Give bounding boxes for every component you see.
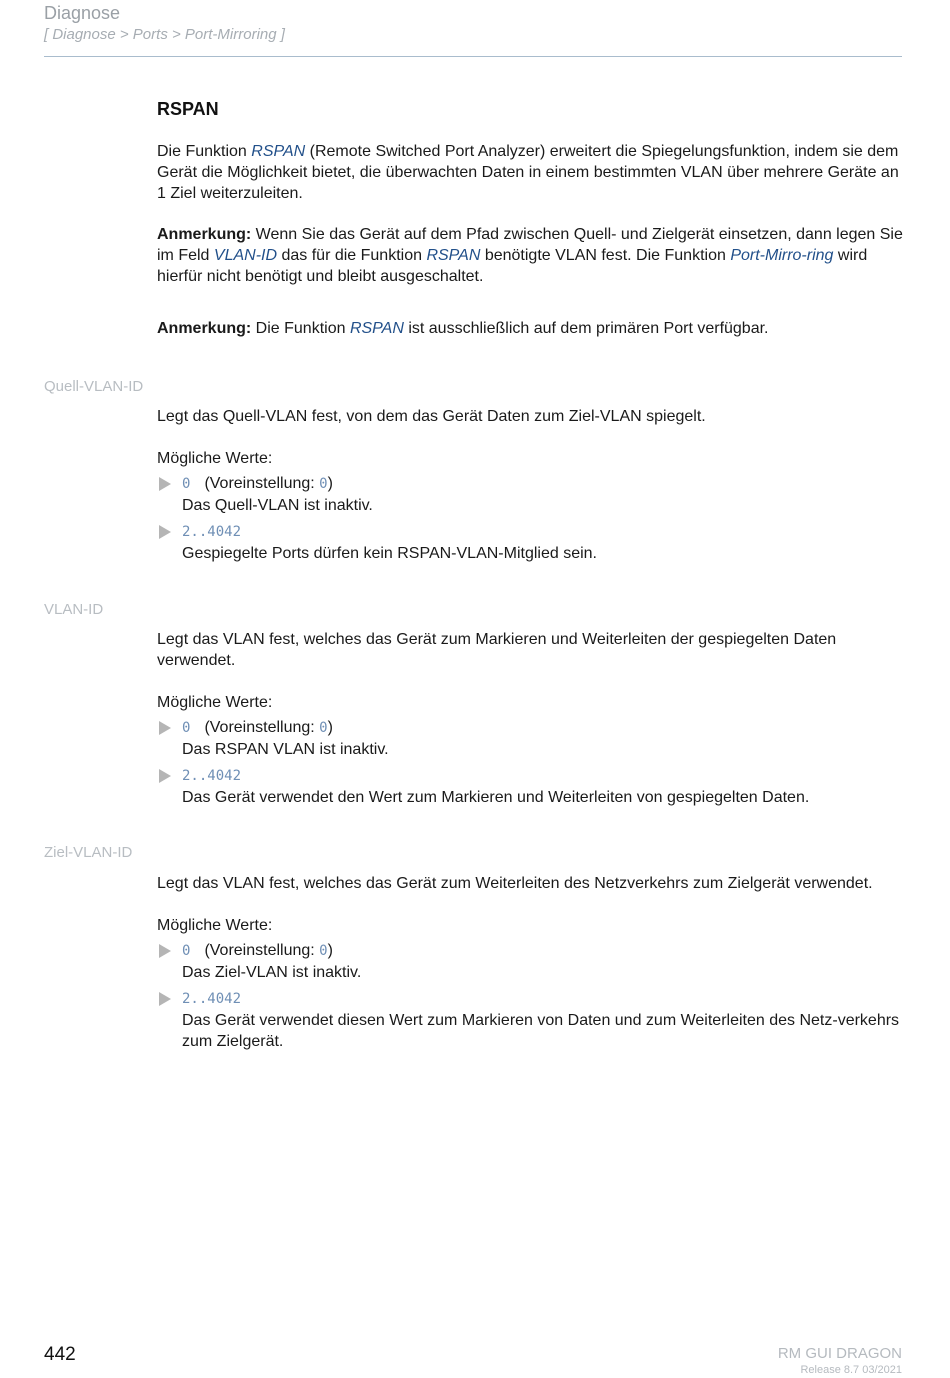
possible-values-label: Mögliche Werte: — [157, 450, 273, 467]
note-text: benötigte VLAN fest. Die Funktion — [480, 247, 731, 264]
intro-paragraph — [157, 141, 903, 204]
value-description: Das Ziel-VLAN ist inaktiv. — [182, 964, 362, 981]
document-title: RM GUI DRAGON — [777, 1345, 902, 1362]
value-code: 0 — [182, 943, 191, 959]
default-text: (Voreinstellung: — [204, 475, 320, 492]
value-description: Das RSPAN VLAN ist inaktiv. — [182, 741, 389, 758]
list-item — [157, 473, 903, 516]
note-label: Anmerkung: — [157, 320, 252, 337]
chapter-title: Diagnose — [44, 3, 121, 23]
rspan-section — [157, 98, 903, 339]
possible-values-label: Mögliche Werte: — [157, 694, 273, 711]
note-paragraph — [157, 318, 903, 339]
ui-reference: Port-Mirro-ring — [730, 247, 834, 264]
note-text: wird hierfür nicht benötigt und bleibt ausgeschaltet. — [157, 247, 868, 285]
list-item — [157, 765, 903, 808]
ui-reference: RSPAN — [349, 320, 404, 337]
param-label-vlan-id: VLAN-ID — [44, 601, 104, 618]
value-description: Das Gerät verwendet diesen Wert zum Markieren von Daten und zum Weiterleiten des Netz-verkehrs zum Zielgerät. — [182, 1012, 900, 1050]
page-header — [44, 2, 902, 45]
triangle-bullet-icon — [159, 769, 171, 783]
default-text: ) — [327, 942, 333, 959]
note-text: das für die Funktion — [277, 247, 427, 264]
page-number: 442 — [44, 1344, 76, 1365]
param-description: Legt das Quell-VLAN fest, von dem das Gerät Daten zum Ziel-VLAN spiegelt. — [157, 408, 706, 425]
default-value-code: 0 — [319, 476, 328, 492]
intro-text: (Remote Switched Port Analyzer) erweitert die Spiegelungsfunktion, indem sie dem Gerät die Möglichkeit bietet, die überwachten Daten in einem bestimmten VLAN über mehrere Geräte an 1 Ziel weiterzuleiten. — [157, 143, 899, 202]
value-code: 0 — [182, 720, 191, 736]
value-description: Das Gerät verwendet den Wert zum Markieren und Weiterleiten von gespiegelten Daten. — [182, 789, 810, 806]
value-description: Gespiegelte Ports dürfen kein RSPAN-VLAN-Mitglied sein. — [182, 545, 597, 562]
values-list — [157, 717, 903, 808]
note-text: Die Funktion — [251, 320, 350, 337]
breadcrumb: [ Diagnose > Ports > Port-Mirroring ] — [44, 26, 285, 43]
values-list — [157, 473, 903, 564]
triangle-bullet-icon — [159, 944, 171, 958]
param-label-quell-vlan-id: Quell-VLAN-ID — [44, 378, 144, 395]
param-description: Legt das VLAN fest, welches das Gerät zum Markieren und Weiterleiten der gespiegelten Daten verwendet. — [157, 631, 837, 669]
note-text: Wenn Sie das Gerät auf dem Pfad zwischen Quell- und Zielgerät einsetzen, dann legen Sie im Feld — [157, 226, 903, 264]
list-item — [157, 717, 903, 760]
possible-values-label: Mögliche Werte: — [157, 917, 273, 934]
triangle-bullet-icon — [159, 992, 171, 1006]
footer-info — [778, 1345, 902, 1377]
default-text: ) — [327, 475, 333, 492]
param-body-vlan-id — [157, 629, 903, 813]
default-text: ) — [327, 719, 333, 736]
triangle-bullet-icon — [159, 721, 171, 735]
note-paragraph — [157, 224, 903, 287]
values-list — [157, 940, 903, 1052]
default-value-code: 0 — [319, 720, 328, 736]
note-text: ist ausschließlich auf dem primären Port verfügbar. — [403, 320, 769, 337]
triangle-bullet-icon — [159, 477, 171, 491]
value-code: 2..4042 — [182, 524, 242, 540]
default-text: (Voreinstellung: — [204, 719, 320, 736]
param-body-quell-vlan-id — [157, 406, 903, 569]
ui-reference: RSPAN — [251, 143, 306, 160]
triangle-bullet-icon — [159, 525, 171, 539]
intro-text: Die Funktion — [157, 143, 252, 160]
param-label-ziel-vlan-id: Ziel-VLAN-ID — [44, 844, 133, 861]
value-code: 0 — [182, 476, 191, 492]
value-code: 2..4042 — [182, 991, 242, 1007]
value-code: 2..4042 — [182, 768, 242, 784]
param-body-ziel-vlan-id — [157, 873, 903, 1057]
release-info: Release 8.7 03/2021 — [800, 1364, 902, 1376]
value-description: Das Quell-VLAN ist inaktiv. — [182, 497, 373, 514]
default-text: (Voreinstellung: — [204, 942, 320, 959]
default-value-code: 0 — [319, 943, 328, 959]
ui-reference: RSPAN — [426, 247, 481, 264]
list-item — [157, 988, 903, 1052]
section-heading: RSPAN — [157, 99, 219, 119]
list-item — [157, 940, 903, 983]
header-divider — [44, 56, 902, 57]
note-label: Anmerkung: — [157, 226, 252, 243]
list-item — [157, 521, 903, 564]
param-description: Legt das VLAN fest, welches das Gerät zum Weiterleiten des Netzverkehrs zum Zielgerät verwendet. — [157, 875, 873, 892]
ui-reference: VLAN-ID — [213, 247, 278, 264]
